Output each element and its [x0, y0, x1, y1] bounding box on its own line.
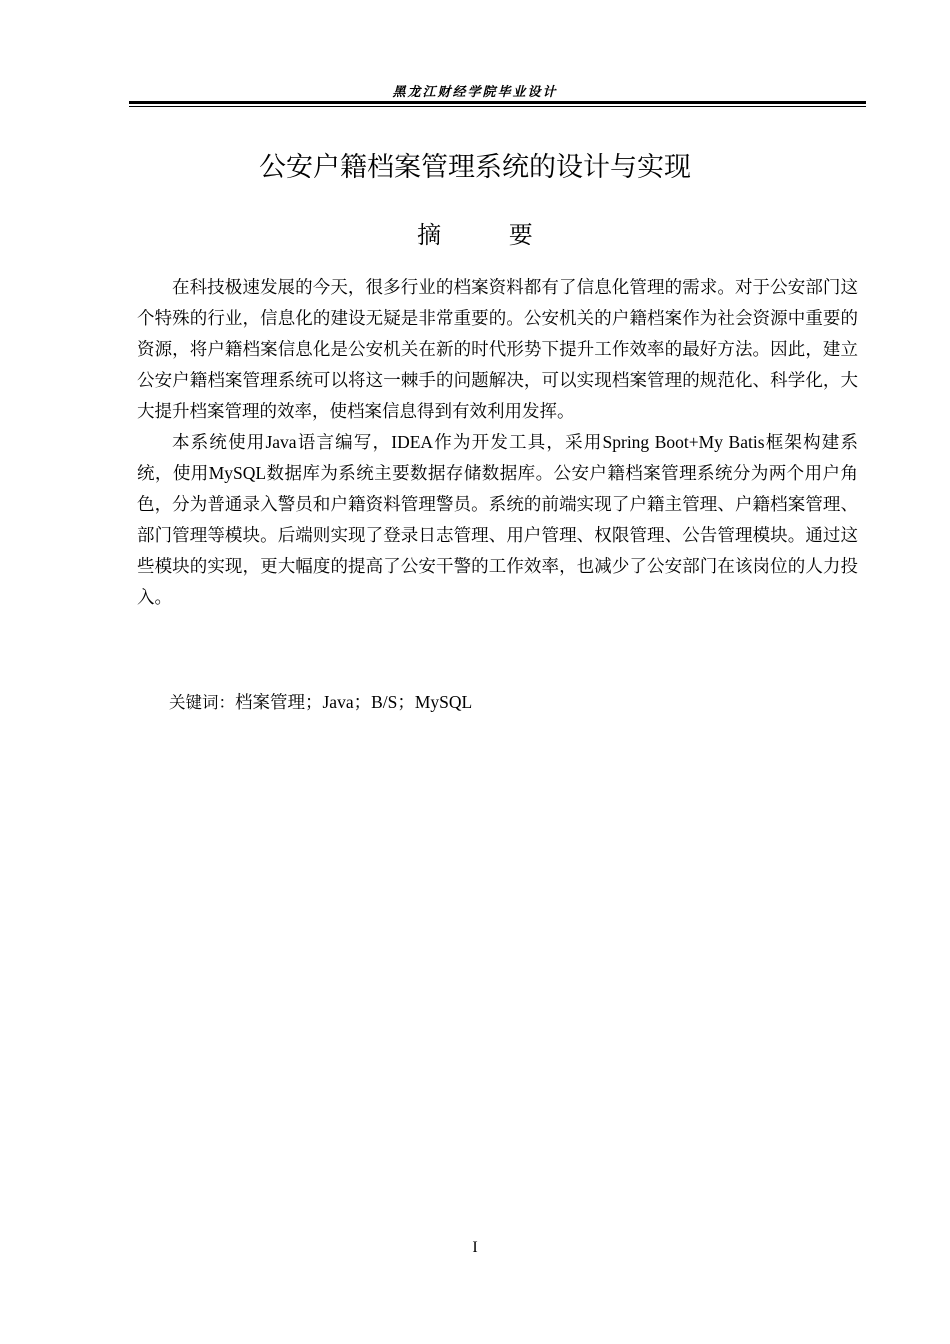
header-rule-thick [129, 101, 866, 104]
keywords-value: 档案管理；Java；B/S；MySQL [235, 692, 473, 712]
abstract-paragraph-1: 在科技极速发展的今天，很多行业的档案资料都有了信息化管理的需求。对于公安部门这个特殊的行业，信息化的建设无疑是非常重要的。公安机关的户籍档案作为社会资源中重要的资源，将户籍档案信息化是公安机关在新的时代形势下提升工作效率的最好方法。因此，建立公安户籍档案管理系统可以将这一棘手的问题解决，可以实现档案管理的规范化、科学化，大大提升档案管理的效率，使档案信息得到有效利用发挥。 [137, 277, 858, 421]
document-title: 公安户籍档案管理系统的设计与实现 [259, 152, 691, 183]
page-number: I [472, 1239, 478, 1256]
abstract-heading: 摘 要 [417, 221, 563, 249]
abstract-paragraph-2: 本系统使用Java语言编写，IDEA作为开发工具，采用Spring Boot+My Batis框架构建系统，使用MySQL数据库为系统主要数据存储数据库。公安户籍档案管理系统分为两个用户角色，分为普通录入警员和户籍资料管理警员。系统的前端实现了户籍主管理、户籍档案管理、部门管理等模块。后端则实现了登录日志管理、用户管理、权限管理、公告管理模块。通过这些模块的实现，更大幅度的提高了公安干警的工作效率，也减少了公安部门在该岗位的人力投入。 [137, 432, 858, 607]
keywords-line [169, 689, 472, 716]
header-rule-thin [129, 106, 866, 107]
abstract-body [137, 272, 858, 613]
running-header: 黑龙江财经学院毕业设计 [392, 85, 558, 100]
keywords-label: 关键词： [169, 693, 235, 712]
